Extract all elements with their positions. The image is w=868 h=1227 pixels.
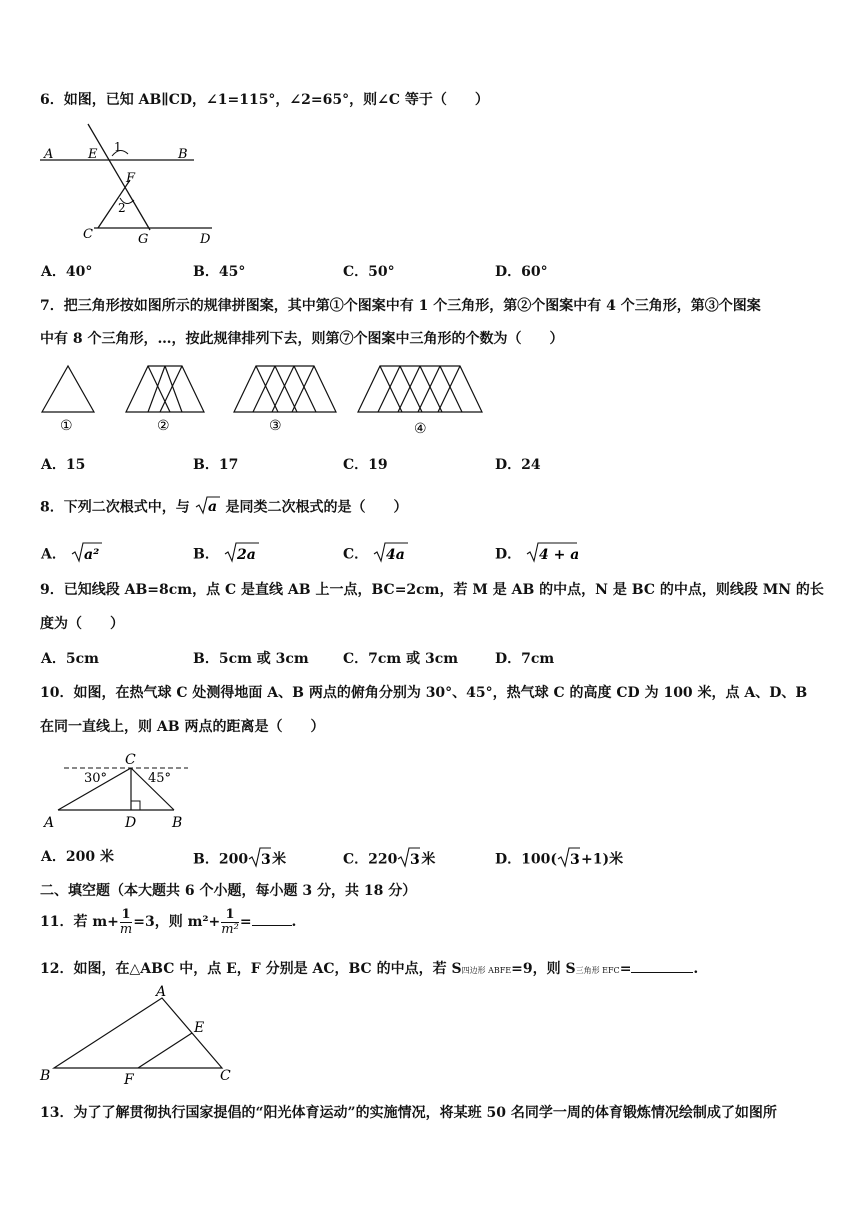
q10-option-a-label: A． bbox=[41, 849, 66, 865]
q10-option-b-radical bbox=[248, 846, 272, 873]
q8-option-b-label: B． bbox=[193, 546, 219, 563]
q10-option-d-radicand: 3 bbox=[570, 852, 580, 868]
q6-label-F: F bbox=[126, 171, 136, 186]
q7-label-1: ① bbox=[60, 418, 73, 434]
q7-label-4: ④ bbox=[414, 421, 427, 436]
sqrt-sign-icon bbox=[71, 541, 103, 563]
q10-option-c-post: 米 bbox=[421, 851, 436, 868]
q7-option-d[interactable]: D．24 bbox=[495, 457, 541, 473]
sqrt-sign-icon bbox=[373, 541, 409, 563]
q10-option-b-radicand: 3 bbox=[261, 852, 271, 868]
q7-pattern-3 bbox=[234, 366, 336, 412]
q10-option-c-radicand: 3 bbox=[410, 852, 421, 868]
q8-stem bbox=[40, 495, 408, 520]
section-heading-fill-in: 二、填空题（本大题共 6 个小题，每小题 3 分，共 18 分） bbox=[40, 883, 417, 899]
q7-label-2: ② bbox=[157, 418, 170, 434]
q11-fraction-1 bbox=[120, 908, 132, 937]
q8-stem-radical bbox=[195, 495, 221, 520]
q7-stem-line2: 中有 8 个三角形，…，按此规律排列下去，则第⑦个图案中三角形的个数为（ ） bbox=[40, 331, 564, 347]
q10-option-a[interactable] bbox=[41, 848, 114, 866]
q12-stem bbox=[40, 958, 698, 980]
q9-option-d[interactable]: D．7cm bbox=[495, 651, 555, 667]
sqrt-sign-icon bbox=[224, 541, 260, 563]
q10-label-A: A bbox=[44, 815, 55, 831]
q11-frac2-num: 1 bbox=[221, 908, 239, 923]
q12-figure bbox=[38, 984, 238, 1088]
q6-label-A: A bbox=[44, 147, 54, 162]
q6-label-2: 2 bbox=[118, 201, 126, 215]
q12-pre: 12．如图，在△ABC 中，点 E，F 分别是 AC，BC 的中点，若 S bbox=[40, 961, 462, 977]
q10-option-c-radical bbox=[397, 846, 421, 873]
q8-option-a-radical bbox=[71, 541, 103, 568]
q9-option-a[interactable]: A．5cm bbox=[41, 651, 99, 667]
q10-option-d-pre: 100( bbox=[521, 851, 557, 868]
q10-option-c[interactable] bbox=[343, 846, 435, 873]
q11-end: . bbox=[291, 914, 297, 930]
q7-stem-line1: 7．把三角形按如图所示的规律拼图案，其中第①个图案中有 1 个三角形，第②个图案中有 4 个三角形，第③个图案 bbox=[40, 298, 761, 314]
q6-option-b[interactable]: B．45° bbox=[193, 264, 246, 280]
q11-frac2-den: m² bbox=[221, 921, 239, 937]
q7-option-a[interactable]: A．15 bbox=[41, 457, 86, 473]
q10-stem-line1: 10．如图，在热气球 C 处测得地面 A、B 两点的俯角分别为 30°、45°，热气球 C 的高度 CD 为 100 米，点 A、D、B bbox=[40, 685, 808, 701]
q13-stem: 13．为了了解贯彻执行国家提倡的“阳光体育运动”的实施情况，将某班 50 名同学一周的体育锻炼情况绘制成了如图所 bbox=[40, 1105, 777, 1121]
q8-stem-post: 是同类二次根式的是（ ） bbox=[225, 499, 408, 516]
q6-label-C: C bbox=[83, 227, 93, 242]
q10-option-b-pre: 200 bbox=[218, 851, 249, 868]
q10-option-d[interactable] bbox=[495, 846, 623, 873]
q6-label-G: G bbox=[138, 232, 149, 247]
q8-option-b-radicand: 2a bbox=[236, 547, 256, 563]
sqrt-sign-icon bbox=[397, 846, 421, 868]
q8-option-c-radical bbox=[373, 541, 409, 568]
q12-end: . bbox=[693, 961, 699, 977]
q10-label-45: 45° bbox=[148, 771, 172, 786]
q11-frac1-den: m bbox=[119, 921, 133, 937]
q7-label-3: ③ bbox=[269, 418, 282, 434]
q10-stem-line2: 在同一直线上，则 AB 两点的距离是（ ） bbox=[40, 719, 325, 735]
q8-option-b[interactable] bbox=[193, 541, 260, 568]
q6-option-c[interactable]: C．50° bbox=[343, 264, 395, 280]
q9-stem-line2: 度为（ ） bbox=[40, 616, 124, 632]
q10-option-b[interactable] bbox=[193, 846, 286, 873]
q11-frac1-num: 1 bbox=[121, 906, 131, 922]
sqrt-sign-icon bbox=[195, 495, 221, 515]
q6-label-B: B bbox=[178, 147, 188, 162]
q12-sub-quadrilateral: 四边形 ABFE bbox=[461, 966, 512, 975]
q10-label-C: C bbox=[125, 752, 136, 768]
q7-pattern-4 bbox=[358, 366, 482, 412]
q6-label-1: 1 bbox=[114, 140, 122, 154]
q8-option-c[interactable] bbox=[343, 541, 409, 568]
q8-option-c-label: C． bbox=[343, 546, 369, 563]
q12-post: = bbox=[619, 961, 632, 977]
q11-fraction-2 bbox=[221, 908, 239, 937]
q8-option-a-label: A． bbox=[41, 546, 66, 563]
q10-option-c-label: C． bbox=[343, 851, 369, 868]
q10-option-d-label: D． bbox=[495, 851, 522, 868]
q11-mid: =3，则 m²+ bbox=[133, 914, 221, 930]
q8-option-d-radical bbox=[526, 541, 578, 568]
q8-option-b-radical bbox=[224, 541, 260, 568]
q6-option-a[interactable]: A．40° bbox=[41, 264, 93, 280]
q10-label-B: B bbox=[172, 815, 183, 831]
q12-label-A: A bbox=[156, 984, 167, 1000]
q7-pattern-2 bbox=[126, 366, 204, 412]
q7-option-c[interactable]: C．19 bbox=[343, 457, 388, 473]
q7-figure bbox=[36, 360, 486, 436]
q12-sub-triangle: 三角形 EFC bbox=[575, 966, 620, 975]
q9-stem-line1: 9．已知线段 AB=8cm，点 C 是直线 AB 上一点，BC=2cm，若 M 是 AB 的中点，N 是 BC 的中点，则线段 MN 的长 bbox=[40, 582, 824, 598]
q10-option-c-pre: 220 bbox=[368, 851, 398, 868]
q10-option-d-post: +1)米 bbox=[581, 851, 624, 868]
q8-option-c-radicand: 4a bbox=[386, 547, 405, 563]
q9-option-c[interactable]: C．7cm 或 3cm bbox=[343, 651, 459, 667]
q11-pre: 11．若 m+ bbox=[40, 914, 119, 930]
q12-label-F: F bbox=[124, 1072, 134, 1088]
q12-label-C: C bbox=[220, 1068, 231, 1084]
q12-mid: =9，则 S bbox=[511, 961, 576, 977]
q12-answer-blank[interactable] bbox=[631, 958, 693, 973]
q6-label-D: D bbox=[200, 232, 211, 247]
q10-option-b-post: 米 bbox=[272, 851, 287, 868]
q8-stem-pre: 8．下列二次根式中，与 bbox=[40, 499, 190, 516]
q6-figure bbox=[38, 118, 228, 250]
q8-option-a-radicand: a² bbox=[83, 547, 99, 563]
q10-option-d-radical bbox=[557, 846, 581, 873]
sqrt-sign-icon bbox=[248, 846, 272, 868]
q8-option-d-label: D． bbox=[495, 546, 522, 563]
q6-stem: 6．如图，已知 AB∥CD，∠1=115°，∠2=65°，则∠C 等于（ ） bbox=[40, 92, 489, 108]
q6-label-E: E bbox=[88, 147, 98, 162]
q7-pattern-1 bbox=[42, 366, 94, 412]
q10-label-D: D bbox=[125, 815, 137, 831]
q8-option-d[interactable] bbox=[495, 541, 578, 568]
sqrt-sign-icon bbox=[557, 846, 581, 868]
q10-option-a-text: 200 米 bbox=[65, 849, 114, 865]
q9-option-b[interactable]: B．5cm 或 3cm bbox=[193, 651, 309, 667]
q12-label-B: B bbox=[40, 1068, 51, 1084]
q8-option-a[interactable] bbox=[41, 541, 103, 568]
q6-option-d[interactable]: D．60° bbox=[495, 264, 548, 280]
q11-stem bbox=[40, 907, 296, 937]
q11-post: = bbox=[239, 914, 252, 930]
q10-label-30: 30° bbox=[84, 771, 108, 786]
sqrt-sign-icon bbox=[526, 541, 578, 563]
q12-label-E: E bbox=[194, 1020, 205, 1036]
q7-option-b[interactable]: B．17 bbox=[193, 457, 239, 473]
q8-stem-radicand: a bbox=[207, 499, 217, 515]
q10-option-b-label: B． bbox=[193, 851, 219, 868]
q10-figure bbox=[38, 748, 198, 832]
q11-answer-blank[interactable] bbox=[252, 911, 292, 926]
q8-option-d-radicand: 4 + a bbox=[539, 547, 579, 563]
